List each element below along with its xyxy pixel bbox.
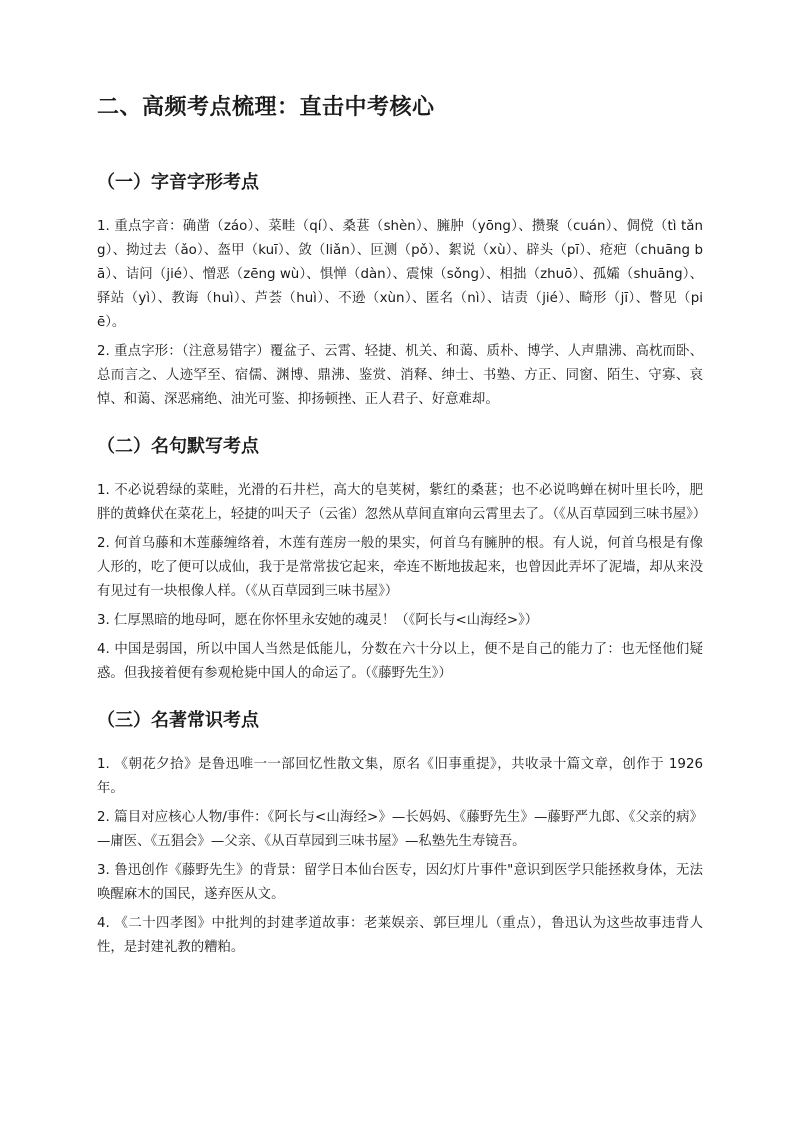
section-heading: （二）名句默写考点 [97, 436, 259, 457]
paragraph: 2. 何首乌藤和木莲藤缠络着，木莲有莲房一般的果实，何首乌有臃肿的根。有人说，何首乌根是有像人形的，吃了便可以成仙，我于是常常拔它起来，牵连不断地拔起来，也曾因此弄坏了泥墙，却从来没有见过有一块根像人样。（《从百草园到三味书屋》） [97, 536, 703, 599]
section-quotations [97, 432, 707, 686]
paragraph: 2. 篇目对应核心人物/事件：《阿长与<山海经>》—长妈妈、《藤野先生》—藤野严九郎、《父亲的病》—庸医、《五猖会》—父亲、《从百草园到三味书屋》—私塾先生寿镜吾。 [97, 810, 703, 849]
page-title: 二、高频考点梳理：直击中考核心 [97, 95, 435, 120]
section-literary-knowledge [97, 706, 703, 960]
section-heading: （三）名著常识考点 [97, 710, 259, 731]
paragraph: 4. 中国是弱国，所以中国人当然是低能儿，分数在六十分以上，便不是自己的能力了：也无怪他们疑惑。但我接着便有参观枪毙中国人的命运了。（《藤野先生》） [97, 642, 703, 681]
paragraph: 3. 仁厚黑暗的地母呵，愿在你怀里永安她的魂灵！（《阿长与<山海经>》） [97, 613, 539, 628]
section-pronunciation [97, 168, 703, 412]
paragraph: 1. 不必说碧绿的菜畦，光滑的石井栏，高大的皂荚树，紫红的桑葚；也不必说鸣蝉在树叶里长吟，肥胖的黄蜂伏在菜花上，轻捷的叫天子（云雀）忽然从草间直窜向云霄里去了。（《从百草园到三味书屋》） [97, 483, 707, 522]
paragraph: 2. 重点字形：（注意易错字）覆盆子、云霄、轻捷、机关、和蔼、质朴、博学、人声鼎沸、高枕而卧、总而言之、人迹罕至、宿儒、渊博、鼎沸、鉴赏、消释、绅士、书塾、方正、同窗、陌生、守寡、哀悼、和蔼、深恶痛绝、油光可鉴、抑扬顿挫、正人君子、好意难却。 [97, 344, 703, 407]
paragraph: 1. 《朝花夕拾》是鲁迅唯一一部回忆性散文集，原名《旧事重提》，共收录十篇文章，创作于 1926 年。 [97, 757, 703, 796]
paragraph: 3. 鲁迅创作《藤野先生》的背景：留学日本仙台医专，因幻灯片事件"意识到医学只能拯救身体，无法唤醒麻木的国民，遂弃医从文。 [97, 863, 703, 902]
document-page [97, 88, 707, 980]
paragraph: 1. 重点字音：确凿（záo）、菜畦（qí）、桑葚（shèn）、臃肿（yōng）、攒聚（cuán）、倜傥（tì tǎng）、拗过去（ǎo）、盔甲（kuī）、敛（liǎn）、叵测（pǒ）、絮说（xù）、辟头（pī）、疮疤（chuāng bā）、诘问（jié）、憎恶（zēng wù）、惧惮（dàn）、震悚（sǒng）、相拙（zhuō）、孤孀（shuāng）、驿站（yì）、教诲（huì）、芦荟（huì）、不逊（xùn）、匿名（nì）、诘责（jié）、畸形（jī）、瞥见（piē）。 [97, 219, 703, 330]
section-heading: （一）字音字形考点 [97, 172, 259, 193]
paragraph: 4. 《二十四孝图》中批判的封建孝道故事：老莱娱亲、郭巨埋儿（重点），鲁迅认为这些故事违背人性，是封建礼教的糟粕。 [97, 916, 703, 955]
